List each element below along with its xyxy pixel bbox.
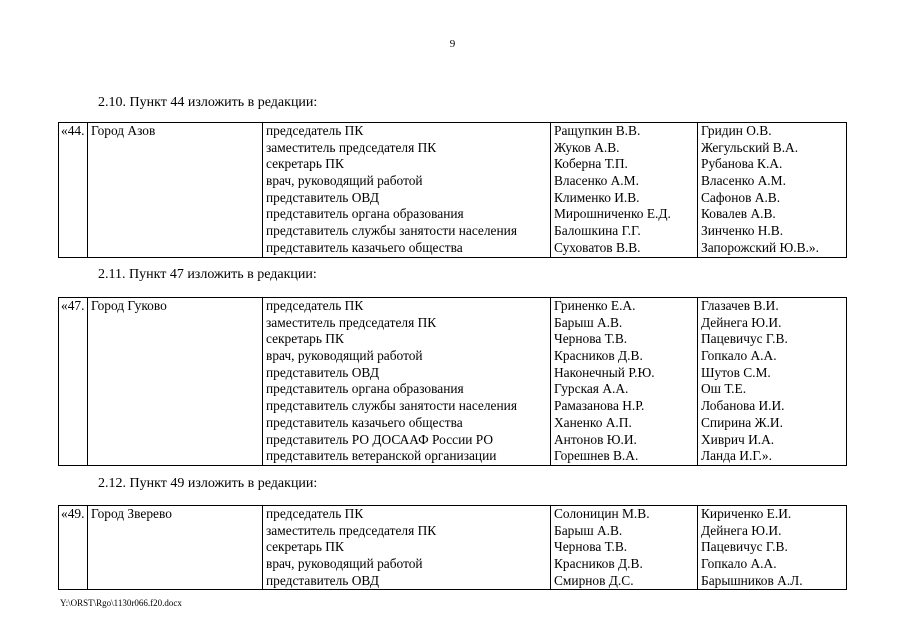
role: секретарь ПК <box>266 156 344 172</box>
role: представитель ОВД <box>266 189 379 205</box>
table-row <box>59 123 847 258</box>
main-members-cell <box>551 123 698 258</box>
reserve-member: Глазачев В.И. <box>701 298 779 313</box>
commission-table <box>58 505 847 590</box>
main-member: Жуков А.В. <box>554 139 620 155</box>
reserve-member: Рубанова К.А. <box>701 156 783 172</box>
role: секретарь ПК <box>266 539 344 555</box>
city-name: Город Гуково <box>88 298 263 466</box>
role: представитель казачьего общества <box>266 414 463 430</box>
reserve-member: Гридин О.В. <box>701 123 772 138</box>
section-heading: 2.12. Пункт 49 изложить в редакции: <box>98 476 318 491</box>
role: представитель службы занятости населения <box>266 223 517 239</box>
role: врач, руководящий работой <box>266 556 423 572</box>
main-member: Барыш А.В. <box>554 314 623 330</box>
main-member: Красников Д.В. <box>554 348 643 364</box>
file-path-footer: Y:\ORST\Rgo\1130r066.f20.docx <box>60 598 182 608</box>
reserve-member: Власенко А.М. <box>701 173 786 189</box>
reserve-member: Гопкало А.А. <box>701 348 777 364</box>
commission-table <box>58 122 847 258</box>
reserve-member: Дейнега Ю.И. <box>701 522 782 538</box>
role: секретарь ПК <box>266 331 344 347</box>
item-number: «47. <box>59 298 88 466</box>
role: представитель РО ДОСААФ России РО <box>266 431 494 447</box>
reserve-members-cell <box>698 506 847 590</box>
reserve-member: Гопкало А.А. <box>701 556 777 572</box>
reserve-member: Зинченко Н.В. <box>701 223 784 239</box>
reserve-member: Кириченко Е.И. <box>701 506 792 521</box>
role: представитель ветеранской организации <box>266 448 497 464</box>
main-members-cell <box>551 506 698 590</box>
main-member: Горешнев В.А. <box>554 448 639 464</box>
role: представитель ОВД <box>266 364 379 380</box>
reserve-member: Барышников А.Л. <box>701 572 803 588</box>
role: представитель казачьего общества <box>266 239 463 255</box>
reserve-members-cell <box>698 298 847 466</box>
reserve-member: Ковалев А.В. <box>701 206 776 222</box>
reserve-member: Пацевичус Г.В. <box>701 539 788 555</box>
city-name: Город Зверево <box>88 506 263 590</box>
main-member: Суховатов В.В. <box>554 239 641 255</box>
main-member: Антонов Ю.И. <box>554 431 637 447</box>
commission-table <box>58 297 847 466</box>
reserve-member: Хиврич И.А. <box>701 431 775 447</box>
reserve-member: Ланда И.Г.». <box>701 448 772 464</box>
main-member: Балошкина Г.Г. <box>554 223 641 239</box>
roles-cell <box>263 123 551 258</box>
main-members-cell <box>551 298 698 466</box>
reserve-member: Лобанова И.И. <box>701 398 785 414</box>
main-member: Смирнов Д.С. <box>554 572 634 588</box>
role: представитель органа образования <box>266 206 464 222</box>
main-member: Солоницин М.В. <box>554 506 650 521</box>
roles-cell <box>263 298 551 466</box>
reserve-member: Шутов С.М. <box>701 364 771 380</box>
main-member: Рамазанова Н.Р. <box>554 398 645 414</box>
main-member: Гриненко Е.А. <box>554 298 636 313</box>
role: председатель ПК <box>266 298 364 313</box>
main-member: Гурская А.А. <box>554 381 629 397</box>
reserve-member: Жегульский В.А. <box>701 139 799 155</box>
main-member: Наконечный Р.Ю. <box>554 364 655 380</box>
reserve-member: Сафонов А.В. <box>701 189 781 205</box>
main-member: Власенко А.М. <box>554 173 639 189</box>
reserve-members-cell <box>698 123 847 258</box>
reserve-member: Спирина Ж.И. <box>701 414 783 430</box>
main-member: Барыш А.В. <box>554 522 623 538</box>
main-member: Клименко И.В. <box>554 189 640 205</box>
reserve-member: Дейнега Ю.И. <box>701 314 782 330</box>
reserve-member: Пацевичус Г.В. <box>701 331 788 347</box>
table-row <box>59 298 847 466</box>
page-number: 9 <box>449 38 456 50</box>
role: заместитель председателя ПК <box>266 522 437 538</box>
main-member: Ханенко А.П. <box>554 414 632 430</box>
main-member: Мирошниченко Е.Д. <box>554 206 671 222</box>
main-member: Чернова Т.В. <box>554 331 628 347</box>
role: заместитель председателя ПК <box>266 139 437 155</box>
reserve-member: Ош Т.Е. <box>701 381 747 397</box>
role: врач, руководящий работой <box>266 348 423 364</box>
main-member: Красников Д.В. <box>554 556 643 572</box>
item-number: «49. <box>59 506 88 590</box>
role: председатель ПК <box>266 506 364 521</box>
city-name: Город Азов <box>88 123 263 258</box>
role: представитель службы занятости населения <box>266 398 517 414</box>
role: представитель органа образования <box>266 381 464 397</box>
main-member: Коберна Т.П. <box>554 156 628 172</box>
section-heading: 2.10. Пункт 44 изложить в редакции: <box>98 95 318 110</box>
roles-cell <box>263 506 551 590</box>
main-member: Ращупкин В.В. <box>554 123 641 138</box>
section-heading: 2.11. Пункт 47 изложить в редакции: <box>98 267 317 282</box>
reserve-member: Запорожский Ю.В.». <box>701 239 819 255</box>
role: заместитель председателя ПК <box>266 314 437 330</box>
item-number: «44. <box>59 123 88 258</box>
role: представитель ОВД <box>266 572 379 588</box>
main-member: Чернова Т.В. <box>554 539 628 555</box>
role: врач, руководящий работой <box>266 173 423 189</box>
role: председатель ПК <box>266 123 364 138</box>
table-row <box>59 506 847 590</box>
